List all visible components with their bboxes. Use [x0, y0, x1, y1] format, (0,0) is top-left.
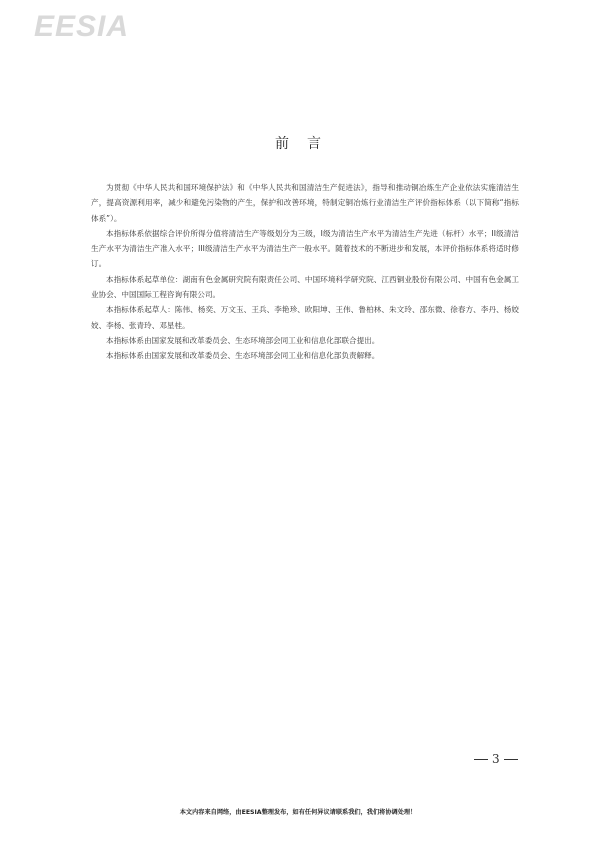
footer-notice: 本文内容来自网络，由EESIA整理发布，如有任何异议请联系我们，我们将协调处理！ [179, 809, 417, 816]
page-number [470, 752, 522, 766]
paragraph: 本指标体系由国家发展和改革委员会、生态环境部会同工业和信息化部联合提出。 [106, 335, 380, 345]
paragraph: 本指标体系由国家发展和改革委员会、生态环境部会同工业和信息化部负责解释。 [106, 351, 380, 361]
dash-right [504, 759, 518, 760]
dash-left [474, 759, 488, 760]
page-number-value: 3 [492, 752, 500, 766]
paragraph: 本指标体系依据综合评价所得分值将清洁生产等级划分为三级，I级为清洁生产水平为清洁生产先进（标杆）水平；II级清洁生产水平为清洁生产准入水平；III级清洁生产水平为清洁生产一般水平。随着技术的不断进步和发展，本评价指标体系将适时修订。 [91, 228, 519, 269]
watermark-logo: EESIA [34, 10, 130, 43]
preface-body [91, 180, 519, 364]
page-title: 前言 [275, 136, 339, 152]
paragraph: 为贯彻《中华人民共和国环境保护法》和《中华人民共和国清洁生产促进法》，指导和推动铜冶炼生产企业依法实施清洁生产，提高资源利用率，减少和避免污染物的产生，保护和改善环境，特制定铜冶炼行业清洁生产评价指标体系（以下简称“指标体系”）。 [91, 183, 519, 223]
paragraph: 本指标体系起草人：陈伟、杨奕、万文玉、王兵、李艳珍、欧阳坤、王伟、鲁柏林、朱文玲、邵东微、徐春方、李丹、杨姣姣、李杨、张青玲、邓星桂。 [91, 305, 519, 330]
paragraph: 本指标体系起草单位：湖南有色金属研究院有限责任公司、中国环境科学研究院、江西铜业股份有限公司、中国有色金属工业协会、中国国际工程咨询有限公司。 [91, 274, 519, 300]
